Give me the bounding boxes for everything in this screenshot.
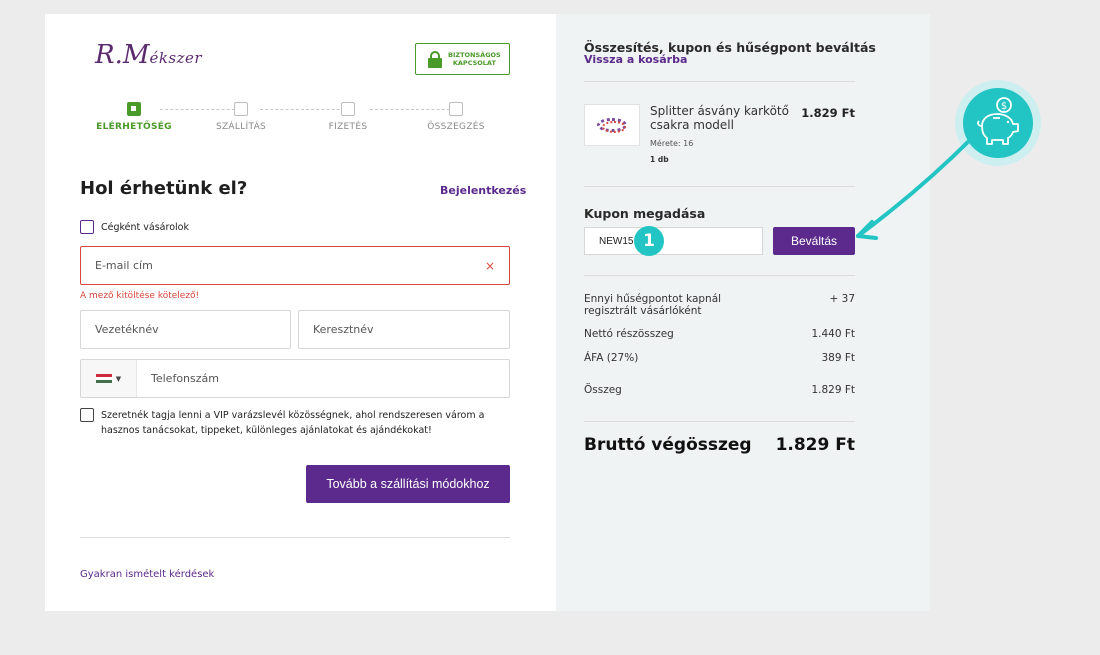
email-placeholder: E-mail cím [95,259,153,272]
row-label: Nettó részösszeg [584,328,674,340]
brand-logo[interactable] [95,40,202,70]
logo-initials: R.M [95,40,150,70]
lock-icon [428,51,442,68]
row-value: 1.440 Ft [811,328,855,340]
secure-line-2: KAPCSOLAT [452,59,496,67]
clear-icon[interactable]: × [484,259,495,273]
firstname-placeholder: Keresztnév [313,323,374,336]
step-label: ELÉRHETŐSÉG [96,122,172,132]
contact-panel [45,14,556,611]
summary-panel [556,14,930,611]
company-checkbox-row[interactable] [80,220,189,235]
row-label: ÁFA (27%) [584,352,639,364]
svg-text:$: $ [1000,101,1008,112]
login-link[interactable]: Bejelentkezés [440,184,527,197]
row-value: + 37 [829,293,855,305]
coupon-input[interactable] [584,227,763,255]
step-checkbox-icon [449,102,463,116]
product-price: 1.829 Ft [801,106,855,120]
caret-down-icon: ▼ [115,374,122,383]
company-checkbox[interactable] [80,220,94,234]
step-shipping [196,102,286,132]
row-label: Ennyi hűségpontot kapnál regisztrált vásárlóként [584,293,722,317]
secure-line-1: BIZTONSÁGOS [448,51,501,59]
email-field[interactable] [80,246,510,285]
coupon-heading: Kupon megadása [584,206,706,221]
divider [584,275,855,276]
step-contact [89,102,179,132]
vip-checkbox-label: Szeretnék tagja lenni a VIP varázslevél közösségnek, ahol rendszeresen várom a hasznos tanácsokat, tippeket, különleges ajánlatokat és ajándékokat! [101,410,485,436]
phone-field[interactable] [80,359,510,398]
company-checkbox-label: Cégként vásárolok [101,222,189,233]
phone-placeholder: Telefonszám [151,372,219,385]
product-size: Mérete: 16 [650,139,694,148]
lastname-placeholder: Vezetéknév [95,323,159,336]
country-code-select[interactable] [81,360,137,397]
product-thumbnail[interactable] [584,104,640,146]
product-quantity: 1 db [650,155,669,164]
product-name[interactable]: Splitter ásvány karkötő csakra modell [650,104,789,132]
vip-checkbox-row[interactable] [80,408,500,438]
continue-to-shipping-button[interactable]: Tovább a szállítási módokhoz [306,465,510,503]
bracelet-image [597,118,627,132]
step-checkbox-icon [127,102,141,116]
apply-coupon-button[interactable]: Beváltás [773,227,855,255]
step-payment [303,102,393,132]
row-value: 389 Ft [821,352,855,364]
loyalty-points-row [584,293,855,319]
step-summary [411,102,501,132]
step-label: SZÁLLÍTÁS [215,122,267,132]
step-checkbox-icon [234,102,248,116]
row-label: Összeg [584,384,622,396]
firstname-field[interactable] [298,310,510,349]
divider [584,186,855,187]
step-label: ÖSSZEGZÉS [427,122,485,132]
step-label: FIZETÉS [328,122,368,132]
gross-total [584,435,855,455]
hungary-flag-icon [96,374,112,384]
secure-connection-badge [415,43,510,75]
step-number-badge: 1 [634,226,664,256]
email-error-message: A mező kitöltése kötelező! [80,291,200,301]
divider [584,81,855,82]
logo-word: ékszer [149,49,203,67]
faq-link[interactable]: Gyakran ismételt kérdések [80,569,215,580]
contact-heading: Hol érhetünk el? [80,178,248,199]
arrow-icon [850,130,980,250]
summary-title: Összesítés, kupon és hűségpont beváltás [584,40,876,55]
divider [80,537,510,538]
vip-checkbox[interactable] [80,408,94,422]
lastname-field[interactable] [80,310,291,349]
checkout-steps [96,102,510,142]
row-value: 1.829 Ft [811,384,855,396]
gross-total-value: 1.829 Ft [775,435,855,455]
back-to-cart-link[interactable]: Vissza a kosárba [584,53,688,66]
gross-total-label: Bruttó végösszeg [584,435,752,455]
step-checkbox-icon [341,102,355,116]
divider [584,421,855,422]
